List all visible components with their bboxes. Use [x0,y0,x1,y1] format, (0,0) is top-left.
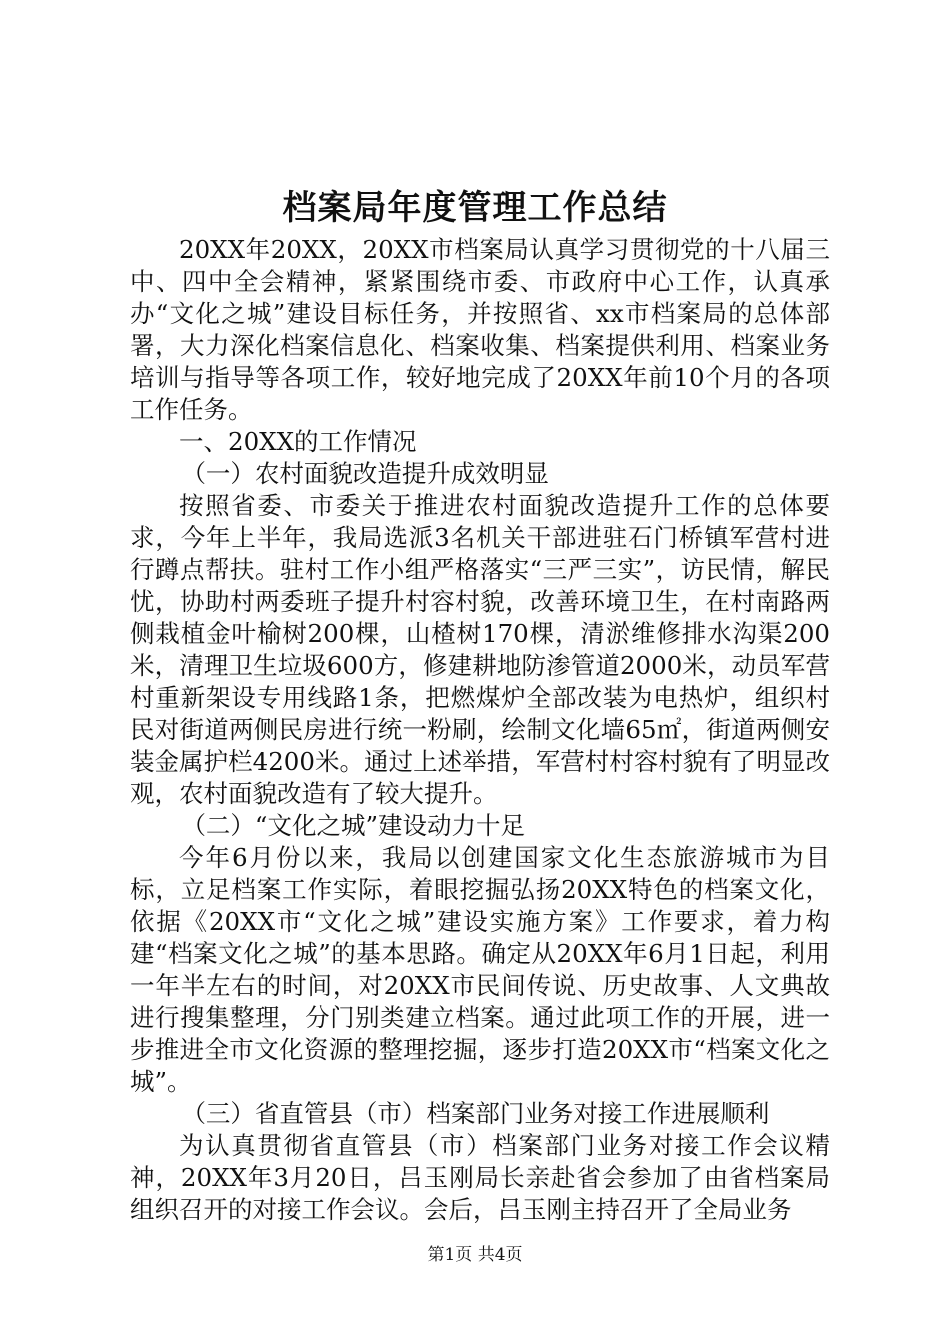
subsection-heading: （三）省直管县（市）档案部门业务对接工作进展顺利 [181,1099,770,1128]
body-paragraph: 按照省委、市委关于推进农村面貌改造提升工作的总体要求，今年上半年，我局选派3名机关干部进驻石门桥镇军营村进行蹲点帮扶。驻村工作小组严格落实“三严三实”，访民情，解民忧，协助村两委班子提升村容村貌，改善环境卫生，在村南路两侧栽植金叶榆树200棵，山楂树170棵，清淤维修排水沟渠200米，清理卫生垃圾600方，修建耕地防渗管道2000米，动员军营村重新架设专用线路1条，把燃煤炉全部改装为电热炉，组织村民对街道两侧民房进行统一粉刷，绘制文化墙65㎡，街道两侧安装金属护栏4200米。通过上述举措，军营村村容村貌有了明显改观，农村面貌改造有了较大提升。 [130,491,830,808]
body-paragraph: 今年6月份以来，我局以创建国家文化生态旅游城市为目标，立足档案工作实际，着眼挖掘弘扬20XX特色的档案文化，依据《20XX市“文化之城”建设实施方案》工作要求，着力构建“档案文化之城”的基本思路。确定从20XX年6月1日起，利用一年半左右的时间，对20XX市民间传说、历史故事、人文典故进行搜集整理，分门别类建立档案。通过此项工作的开展，进一步推进全市文化资源的整理挖掘，逐步打造20XX市“档案文化之城”。 [130,843,830,1096]
body-paragraph: 为认真贯彻省直管县（市）档案部门业务对接工作会议精神，20XX年3月20日，吕玉刚局长亲赴省会参加了由省档案局组织召开的对接工作会议。会后，吕玉刚主持召开了全局业务 [130,1131,830,1224]
intro-paragraph: 20XX年20XX，20XX市档案局认真学习贯彻党的十八届三中、四中全会精神，紧紧围绕市委、市政府中心工作，认真承办“文化之城”建设目标任务，并按照省、xx市档案局的总体部署，大力深化档案信息化、档案收集、档案提供利用、档案业务培训与指导等各项工作，较好地完成了20XX年前10个月的各项工作任务。 [130,235,830,424]
page-number-footer: 第1页 共4页 [427,1245,523,1265]
subsection-heading: （一）农村面貌改造提升成效明显 [181,459,549,488]
document-title: 档案局年度管理工作总结 [282,188,668,228]
section-heading: 一、20XX的工作情况 [179,427,417,456]
document-body [130,234,830,1226]
subsection-heading: （二）“文化之城”建设动力十足 [181,811,525,840]
